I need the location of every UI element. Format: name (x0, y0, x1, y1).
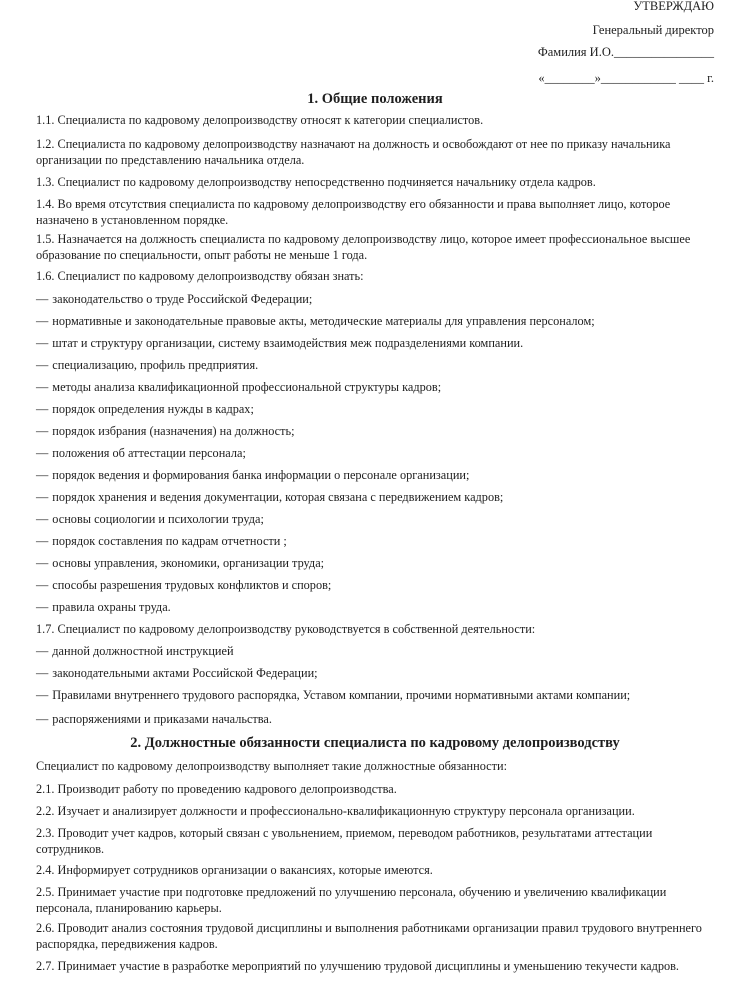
list-item: — основы управления, экономики, организации труда; (36, 556, 325, 570)
list-item: — порядок ведения и формирования банка информации о персонале организации; (36, 468, 470, 482)
dash-bullet: — (36, 446, 49, 460)
paragraph-2-4: 2.4. Информирует сотрудников организации о вакансиях, которые имеются. (36, 863, 433, 877)
list-item: — методы анализа квалификационной профессиональной структуры кадров; (36, 380, 442, 394)
dash-bullet: — (36, 490, 49, 504)
dash-bullet: — (36, 512, 49, 526)
paragraph-2-6: 2.6. Проводит анализ состояния трудовой дисциплины и выполнения работниками организации правил трудового внутреннего распорядка, передвижения кадров. (36, 921, 702, 951)
dash-bullet: — (36, 336, 49, 350)
paragraph-2-2: 2.2. Изучает и анализирует должности и профессионально-квалификационную структуру персонала организации. (36, 804, 635, 818)
section-2-intro: Специалист по кадровому делопроизводству выполняет такие должностные обязанности: (36, 759, 507, 773)
list-item: — порядок хранения и ведения документации, которая связана с передвижением кадров; (36, 490, 504, 504)
list-item: — способы разрешения трудовых конфликтов и споров; (36, 578, 332, 592)
paragraph-2-3: 2.3. Проводит учет кадров, который связан с увольнением, приемом, переводом работников, результатами аттестации сотрудников. (36, 826, 653, 856)
list-item: — распоряжениями и приказами начальства. (36, 712, 272, 726)
list-item: — специализацию, профиль предприятия. (36, 358, 259, 372)
dash-bullet: — (36, 600, 49, 614)
dash-bullet: — (36, 666, 49, 680)
paragraph-1-2: 1.2. Специалиста по кадровому делопроизводству назначают на должность и освобождают от нее по приказу начальника организации по представлению начальника отдела. (36, 137, 671, 167)
list-item: — законодательными актами Российской Федерации; (36, 666, 318, 680)
section-1-heading: 1. Общие положения (307, 91, 443, 107)
approval-block (538, 0, 714, 89)
dash-bullet: — (36, 644, 49, 658)
dash-bullet: — (36, 556, 49, 570)
dash-bullet: — (36, 402, 49, 416)
section-2-heading: 2. Должностные обязанности специалиста по кадровому делопроизводству (130, 735, 620, 751)
paragraph-2-5: 2.5. Принимает участие при подготовке предложений по улучшению персонала, обучению и увеличению квалификации персонала, планированию карьеры. (36, 885, 667, 915)
list-item: — законодательство о труде Российской Федерации; (36, 292, 313, 306)
paragraph-1-1: 1.1. Специалиста по кадровому делопроизводству относят к категории специалистов. (36, 113, 484, 127)
paragraph-1-4: 1.4. Во время отсутствия специалиста по кадровому делопроизводству его обязанности и права выполняет лицо, которое назначено в установленном порядке. (36, 197, 671, 227)
paragraph-2-7: 2.7. Принимает участие в разработке мероприятий по улучшению трудовой дисциплины и уменьшению текучести кадров. (36, 959, 679, 973)
dash-bullet: — (36, 380, 49, 394)
list-item: — положения об аттестации персонала; (36, 446, 246, 460)
dash-bullet: — (36, 292, 49, 306)
approval-position: Генеральный директор (592, 23, 714, 37)
dash-bullet: — (36, 424, 49, 438)
list-item: — порядок избрания (назначения) на должность; (36, 424, 295, 438)
list-item: — порядок определения нужды в кадрах; (36, 402, 254, 416)
dash-bullet: — (36, 468, 49, 482)
paragraph-1-3: 1.3. Специалист по кадровому делопроизводству непосредственно подчиняется начальнику отдела кадров. (36, 175, 596, 189)
dash-bullet: — (36, 578, 49, 592)
paragraph-2-1: 2.1. Производит работу по проведению кадрового делопроизводства. (36, 782, 397, 796)
list-item: — Правилами внутреннего трудового распорядка, Уставом компании, прочими нормативными актами компании; (36, 688, 631, 702)
list-item: — данной должностной инструкцией (36, 644, 234, 658)
paragraph-1-5: 1.5. Назначается на должность специалиста по кадровому делопроизводству лицо, которое имеет профессиональное высшее образование по специальности, опыт работы не меньше 1 года. (36, 232, 691, 262)
approval-title: УТВЕРЖДАЮ (633, 0, 714, 13)
dash-bullet: — (36, 712, 49, 726)
list-item: — штат и структуру организации, систему взаимодействия меж подразделениями компании. (36, 336, 524, 350)
dash-bullet: — (36, 534, 49, 548)
list-item: — правила охраны труда. (36, 600, 171, 614)
approval-name-line: Фамилия И.О.________________ (537, 45, 714, 59)
approval-date-line: «________»____________ ____ г. (538, 71, 714, 85)
paragraph-1-6: 1.6. Специалист по кадровому делопроизводству обязан знать: (36, 269, 364, 283)
list-item: — основы социологии и психологии труда; (36, 512, 264, 526)
dash-bullet: — (36, 688, 49, 702)
paragraph-1-7: 1.7. Специалист по кадровому делопроизводству руководствуется в собственной деятельности: (36, 622, 536, 636)
dash-bullet: — (36, 358, 49, 372)
list-item: — нормативные и законодательные правовые акты, методические материалы для управления персоналом; (36, 314, 595, 328)
list-item: — порядок составления по кадрам отчетности ; (36, 534, 287, 548)
dash-bullet: — (36, 314, 49, 328)
